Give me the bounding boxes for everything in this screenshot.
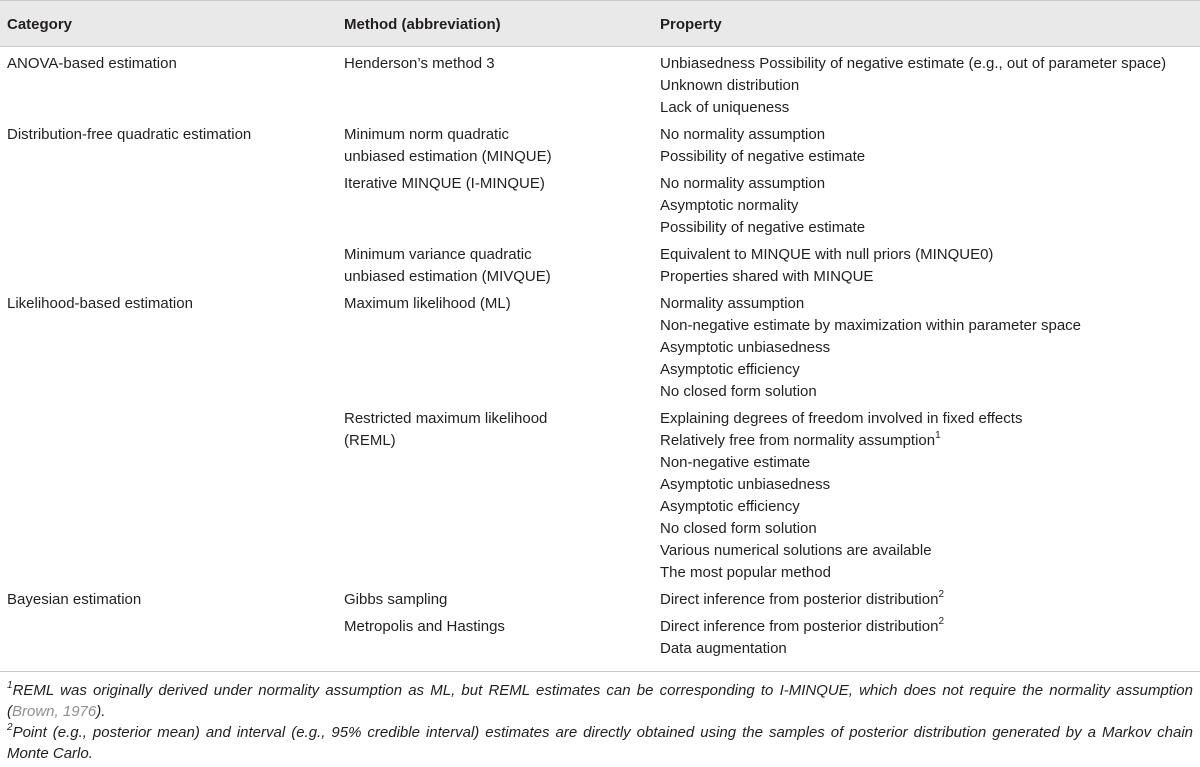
- cell-method: [344, 173, 545, 195]
- cell-method: [344, 293, 511, 315]
- cell-method: [344, 589, 447, 611]
- cell-method: [344, 616, 505, 638]
- footnote-close: ).: [96, 703, 106, 720]
- property-item: [660, 496, 1022, 518]
- property-item: [660, 474, 1022, 496]
- header-method: Method (abbreviation): [344, 16, 501, 33]
- cell-category: Likelihood-based estimation: [7, 295, 193, 312]
- header-property: Property: [660, 16, 722, 33]
- footnote-1: $^1$REML was originally derived under normality assumption as ML, but REML estimates can be corresponding to I-MINQUE, which does not require the normality assumption (Brown, 1976).: [7, 680, 1193, 720]
- property-text: Unknown distribution: [660, 77, 800, 94]
- cell-property: [660, 124, 865, 168]
- property-item: [660, 518, 1022, 540]
- property-text: Lack of uniqueness: [660, 99, 790, 116]
- footnote-marker: 1: [7, 680, 13, 691]
- footnote-2: [7, 722, 1193, 764]
- property-item: [660, 315, 1081, 337]
- cell-method: [344, 53, 495, 75]
- property-text: No closed form solution: [660, 383, 817, 400]
- cell-property: [660, 408, 1022, 584]
- property-text: Direct inference from posterior distribution: [660, 591, 939, 608]
- property-text: Non-negative estimate: [660, 454, 811, 471]
- property-item: [660, 589, 944, 611]
- property-text: Normality assumption: [660, 295, 805, 312]
- property-item: [660, 173, 865, 195]
- property-item: [660, 337, 1081, 359]
- property-text: The most popular method: [660, 564, 831, 581]
- method-line: Restricted maximum likelihood: [344, 410, 548, 427]
- table-bottom-rule: [0, 671, 1200, 672]
- property-item: [660, 430, 1022, 452]
- header-category: Category: [7, 16, 73, 33]
- cell-property: [660, 244, 993, 288]
- property-text: Asymptotic normality: [660, 197, 799, 214]
- cell-category: Distribution-free quadratic estimation: [7, 126, 252, 143]
- method-line: Henderson’s method 3: [344, 55, 495, 72]
- cell-category: Bayesian estimation: [7, 591, 142, 608]
- method-line: Metropolis and Hastings: [344, 618, 505, 635]
- property-text: Asymptotic efficiency: [660, 361, 800, 378]
- property-item: [660, 408, 1022, 430]
- cell-property: [660, 173, 865, 239]
- method-line: unbiased estimation (MIVQUE): [344, 268, 551, 285]
- table-footnotes: [7, 680, 1193, 764]
- property-item: [660, 452, 1022, 474]
- table-header: [0, 0, 1200, 47]
- cell-category: ANOVA-based estimation: [7, 55, 177, 72]
- property-item: [660, 195, 865, 217]
- property-item: [660, 53, 1166, 75]
- property-text: Asymptotic efficiency: [660, 498, 800, 515]
- property-text: Possibility of negative estimate: [660, 219, 866, 236]
- method-line: Minimum norm quadratic: [344, 126, 510, 143]
- property-item: [660, 97, 1166, 119]
- footnote-marker: 2: [7, 722, 13, 733]
- property-text: Non-negative estimate by maximization within parameter space: [660, 317, 1082, 334]
- cell-method: [344, 244, 551, 288]
- cell-method: [344, 124, 552, 168]
- method-line: Minimum variance quadratic: [344, 246, 532, 263]
- property-text: Data augmentation: [660, 640, 787, 657]
- property-text: Various numerical solutions are available: [660, 542, 932, 559]
- property-text: Asymptotic unbiasedness: [660, 476, 831, 493]
- cell-property: [660, 53, 1166, 119]
- property-text: No normality assumption: [660, 175, 826, 192]
- cell-property: [660, 589, 944, 611]
- property-text: No closed form solution: [660, 520, 817, 537]
- property-item: [660, 359, 1081, 381]
- cell-method: [344, 408, 547, 452]
- property-text: Equivalent to MINQUE with null priors (MINQUE0): [660, 246, 994, 263]
- property-item: [660, 217, 865, 239]
- method-line: Maximum likelihood (ML): [344, 295, 511, 312]
- property-item: [660, 638, 944, 660]
- footnote-text: Point (e.g., posterior mean) and interval (e.g., 95% credible interval) estimates are directly obtained using the samples of posterior distribution generated by a Markov chain Monte Carlo.: [7, 724, 1193, 762]
- property-item: [660, 562, 1022, 584]
- property-item: [660, 75, 1166, 97]
- footnote-reference[interactable]: 1: [935, 430, 941, 441]
- table-body: [0, 47, 1200, 671]
- property-item: [660, 293, 1081, 315]
- property-text: Asymptotic unbiasedness: [660, 339, 831, 356]
- method-line: Gibbs sampling: [344, 591, 448, 608]
- property-text: Possibility of negative estimate: [660, 148, 866, 165]
- cell-property: [660, 616, 944, 660]
- cell-property: [660, 293, 1081, 403]
- footnote-text: REML was originally derived under normality assumption as ML, but REML estimates can be corresponding to I-MINQUE, which does not require the normality assumption: [12, 682, 1193, 699]
- property-text: No normality assumption: [660, 126, 826, 143]
- property-item: [660, 381, 1081, 403]
- property-item: [660, 540, 1022, 562]
- property-item: [660, 616, 944, 638]
- property-text: Direct inference from posterior distribution: [660, 618, 939, 635]
- property-text: Unbiasedness Possibility of negative estimate (e.g., out of parameter space): [660, 55, 1167, 72]
- property-text: Properties shared with MINQUE: [660, 268, 874, 285]
- property-item: [660, 266, 993, 288]
- property-item: [660, 124, 865, 146]
- property-text: Explaining degrees of freedom involved in fixed effects: [660, 410, 1023, 427]
- property-item: [660, 146, 865, 168]
- method-line: (REML): [344, 432, 396, 449]
- property-item: [660, 244, 993, 266]
- method-line: unbiased estimation (MINQUE): [344, 148, 552, 165]
- footnote-reference[interactable]: 2: [938, 589, 945, 600]
- footnote-reference[interactable]: 2: [938, 616, 945, 627]
- property-text: Relatively free from normality assumption: [660, 432, 936, 449]
- method-line: Iterative MINQUE (I-MINQUE): [344, 175, 545, 192]
- footnote-citation[interactable]: Brown, 1976: [12, 703, 97, 720]
